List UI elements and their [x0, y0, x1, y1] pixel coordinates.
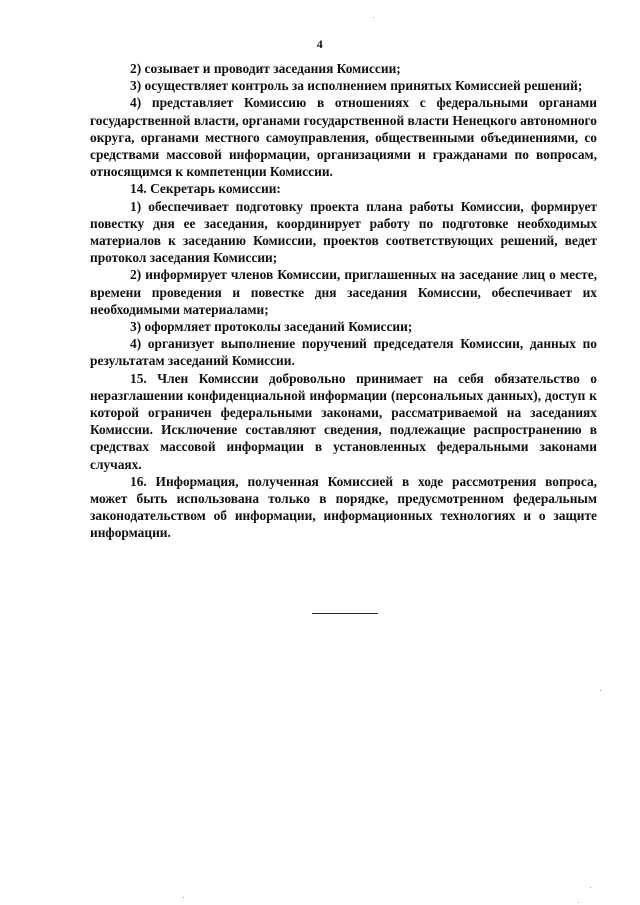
page-number: 4	[316, 37, 324, 51]
paragraph-2-convenes-meetings: 2) созывает и проводит заседания Комиссии;	[130, 61, 401, 76]
scan-speck	[373, 17, 374, 18]
paragraph-secretary-item-4: 4) организует выполнение поручений председателя Комиссии, данных по результатам заседаний Комиссии.	[90, 336, 597, 369]
closing-separator-line	[312, 613, 378, 614]
paragraph-secretary-item-3: 3) оформляет протоколы заседаний Комиссии;	[130, 319, 413, 335]
scan-speck	[578, 902, 579, 903]
paragraph-16-information-use: 16. Информация, полученная Комиссией в ходе рассмотрения вопроса, может быть использована только в порядке, предусмотренном федеральным законодательством об информации, информационных технологиях и о защите информации.	[90, 473, 597, 541]
scan-speck	[600, 690, 601, 691]
paragraph-4-represents-commission: 4) представляет Комиссию в отношениях с федеральными органами государственной власти, органами государственной власти Ненецкого автономного округа, органами местного самоуправления, общественными объединениями, со средствами массовой информации, организациями и гражданами по вопросам, относящимся к компетенции Комиссии.	[90, 95, 597, 180]
paragraph-3-monitors-decisions: 3) осуществляет контроль за исполнением принятых Комиссией решений;	[130, 78, 583, 94]
paragraph-secretary-item-1: 1) обеспечивает подготовку проекта плана работы Комиссии, формирует повестку дня ее заседания, координирует работу по подготовке необходимых материалов к заседанию Комиссии, проектов соответствующих решений, ведет протокол заседания Комиссии;	[90, 198, 597, 266]
paragraph-14-secretary-heading: 14. Секретарь комиссии:	[130, 181, 281, 197]
paragraph-secretary-item-2: 2) информирует членов Комиссии, приглашенных на заседание лиц о месте, времени проведения и повестке дня заседания Комиссии, обеспечивает их необходимыми материалами;	[90, 267, 597, 317]
scan-speck	[183, 897, 184, 898]
document-body	[90, 60, 597, 542]
scan-speck	[590, 887, 591, 888]
paragraph-15-confidentiality: 15. Член Комиссии добровольно принимает на себя обязательство о неразглашении конфиденциальной информации (персональных данных), доступ к которой ограничен федеральными законами, рассматриваемой на заседаниях Комиссии. Исключение составляют сведения, подлежащие распространению в средствах массовой информации в установленных федеральными законами случаях.	[90, 370, 597, 472]
